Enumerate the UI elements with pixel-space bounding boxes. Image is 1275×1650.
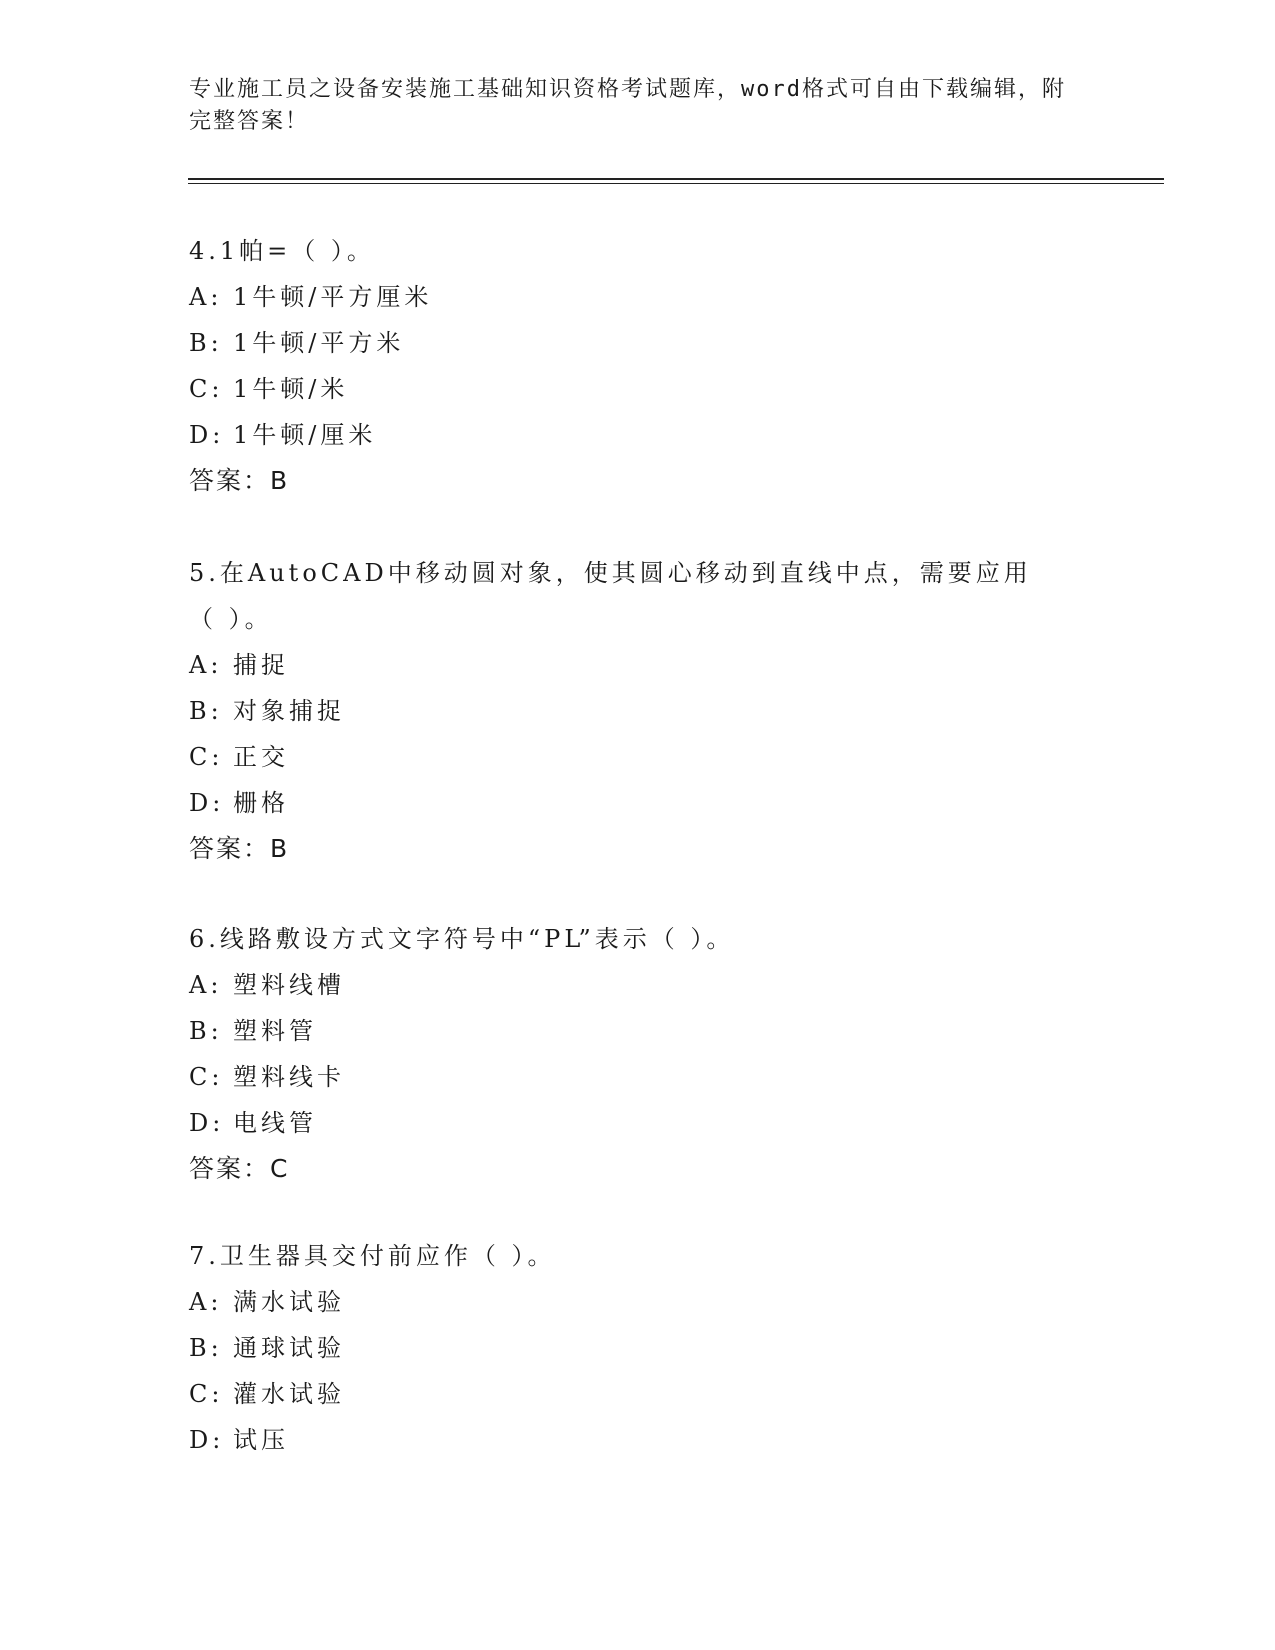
option-text: 1牛顿/平方米 <box>233 329 405 357</box>
answer-line: 答案：B <box>189 834 290 863</box>
option-c <box>189 1054 1089 1100</box>
option-letter: A: <box>189 283 223 311</box>
option-d <box>189 1100 1089 1146</box>
option-letter: C: <box>189 1063 224 1091</box>
question-stem: 5.在AutoCAD中移动圆对象，使其圆心移动到直线中点，需要应用（ ）。 <box>189 559 1032 633</box>
option-d <box>189 412 1089 458</box>
option-a <box>189 962 1089 1008</box>
option-text: 满水试验 <box>233 1288 345 1316</box>
question-stem: 4.1帕=（ ）。 <box>189 237 375 265</box>
header-divider-thick <box>188 178 1164 180</box>
option-text: 捕捉 <box>233 651 289 679</box>
option-a <box>189 642 1089 688</box>
option-letter: C: <box>189 743 224 771</box>
option-d <box>189 780 1089 826</box>
question-4 <box>189 228 1089 504</box>
header-divider-thin <box>188 183 1164 184</box>
option-a <box>189 1279 1089 1325</box>
question-stem: 6.线路敷设方式文字符号中“PL”表示（ ）。 <box>189 925 735 953</box>
option-text: 1牛顿/平方厘米 <box>233 283 433 311</box>
option-text: 通球试验 <box>233 1334 345 1362</box>
option-text: 正交 <box>233 743 289 771</box>
option-letter: B: <box>189 697 223 725</box>
option-b <box>189 1008 1089 1054</box>
question-stem: 7.卫生器具交付前应作（ ）。 <box>189 1242 556 1270</box>
option-b <box>189 320 1089 366</box>
option-text: 1牛顿/米 <box>233 375 349 403</box>
option-letter: B: <box>189 1017 223 1045</box>
option-letter: A: <box>189 971 223 999</box>
option-b <box>189 1325 1089 1371</box>
option-c <box>189 366 1089 412</box>
option-text: 电线管 <box>233 1109 317 1137</box>
option-letter: B: <box>189 1334 223 1362</box>
option-text: 试压 <box>233 1426 289 1454</box>
option-letter: C: <box>189 1380 224 1408</box>
option-letter: B: <box>189 329 223 357</box>
option-letter: D: <box>189 421 225 449</box>
answer-line: 答案：B <box>189 466 290 495</box>
option-text: 对象捕捉 <box>233 697 345 725</box>
option-text: 塑料线槽 <box>233 971 345 999</box>
header-text: 专业施工员之设备安装施工基础知识资格考试题库，word格式可自由下载编辑，附完整答案！ <box>189 77 1066 134</box>
option-c <box>189 1371 1089 1417</box>
question-5 <box>189 550 1089 872</box>
option-c <box>189 734 1089 780</box>
option-d <box>189 1417 1089 1463</box>
option-text: 栅格 <box>233 789 289 817</box>
option-text: 塑料线卡 <box>233 1063 345 1091</box>
document-header <box>189 74 1069 138</box>
option-letter: D: <box>189 1109 225 1137</box>
option-letter: D: <box>189 789 225 817</box>
option-text: 塑料管 <box>233 1017 317 1045</box>
option-text: 灌水试验 <box>233 1380 345 1408</box>
option-letter: D: <box>189 1426 225 1454</box>
option-a <box>189 274 1089 320</box>
option-text: 1牛顿/厘米 <box>233 421 377 449</box>
answer-line: 答案：C <box>189 1154 290 1183</box>
option-letter: C: <box>189 375 224 403</box>
question-7 <box>189 1233 1089 1463</box>
question-6 <box>189 916 1089 1192</box>
option-letter: A: <box>189 651 223 679</box>
option-letter: A: <box>189 1288 223 1316</box>
option-b <box>189 688 1089 734</box>
